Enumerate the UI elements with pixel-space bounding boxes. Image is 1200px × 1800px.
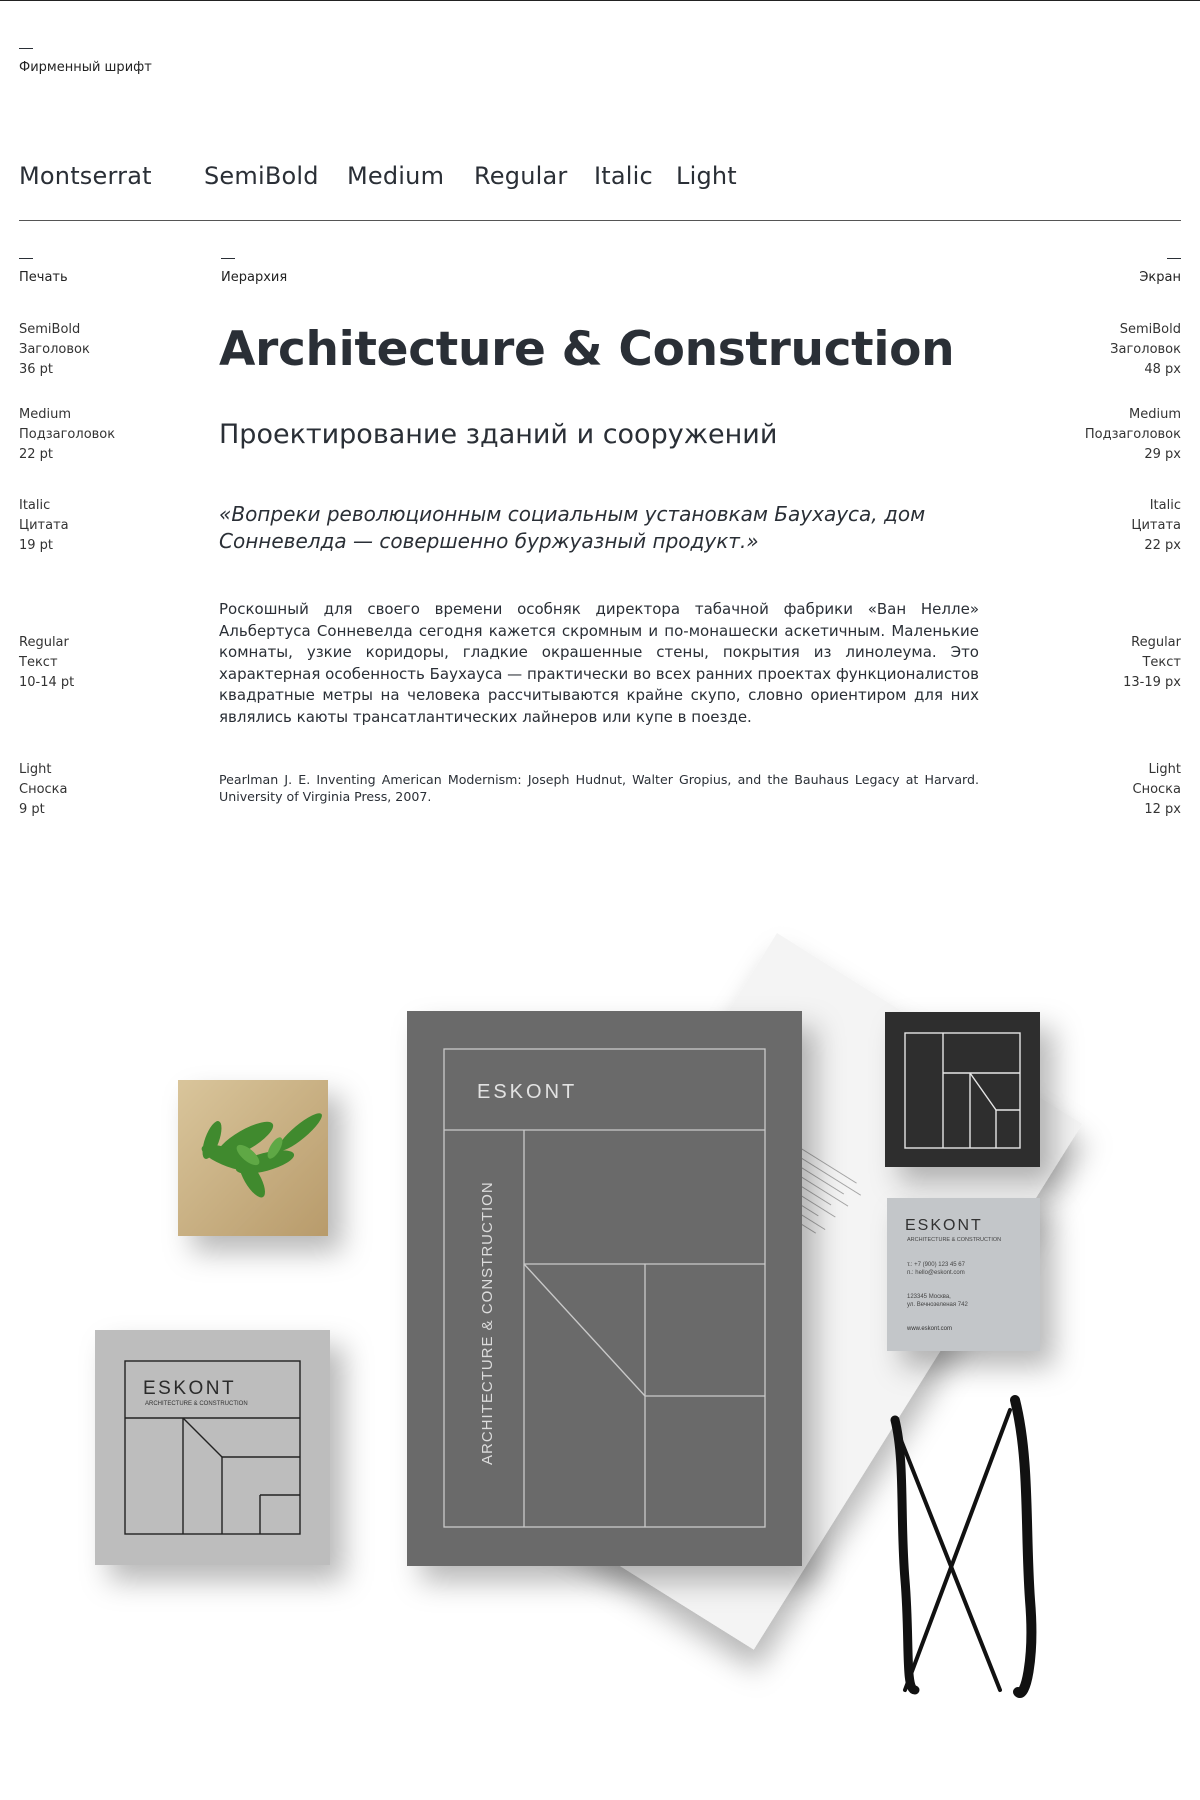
svg-text:т.: +7 (900) 123 45 67: т.: +7 (900) 123 45 67 xyxy=(907,1262,965,1268)
spec-size: 10-14 pt xyxy=(19,675,75,690)
font-family-name: Montserrat xyxy=(19,162,152,190)
column-print-label: Печать xyxy=(19,270,68,286)
print-spec-subheading xyxy=(19,405,115,465)
spec-size: 22 pt xyxy=(19,447,54,462)
business-card xyxy=(887,1198,1040,1351)
stationery-mockup xyxy=(0,900,1200,1800)
spec-weight: Regular xyxy=(19,635,69,650)
print-spec-quote xyxy=(19,496,69,556)
column-screen xyxy=(1139,258,1181,285)
column-print xyxy=(19,258,68,285)
font-style-italic: Italic xyxy=(594,162,653,190)
column-hierarchy xyxy=(221,258,287,285)
folder xyxy=(407,1011,802,1566)
spec-size: 19 pt xyxy=(19,538,54,553)
screen-spec-text xyxy=(1123,633,1181,693)
spec-size: 22 px xyxy=(1144,538,1181,553)
section-label: Фирменный шрифт xyxy=(19,60,152,76)
spec-weight: Medium xyxy=(19,407,71,422)
svg-text:ESKONT: ESKONT xyxy=(143,1378,237,1399)
spec-role: Подзаголовок xyxy=(1084,427,1181,442)
font-style-light: Light xyxy=(676,162,737,190)
svg-text:123345 Москва,: 123345 Москва, xyxy=(907,1294,951,1300)
screen-spec-heading xyxy=(1110,320,1181,380)
spec-role: Сноска xyxy=(1132,782,1181,797)
plant-block xyxy=(178,1080,328,1236)
print-spec-text xyxy=(19,633,74,693)
spec-size: 29 px xyxy=(1144,447,1181,462)
font-style-semibold: SemiBold xyxy=(204,162,319,190)
divider xyxy=(19,220,1181,221)
spec-role: Текст xyxy=(1142,655,1181,670)
spec-weight: Light xyxy=(19,762,52,777)
dash-mark xyxy=(19,258,33,259)
font-styles-row xyxy=(19,162,1181,202)
dash-mark xyxy=(1167,258,1181,259)
spec-weight: Medium xyxy=(1129,407,1181,422)
spec-role: Сноска xyxy=(19,782,68,797)
top-border xyxy=(0,0,1200,1)
svg-text:ул. Вечнозеленая 742: ул. Вечнозеленая 742 xyxy=(907,1302,968,1308)
sample-body-text: Роскошный для своего времени особняк директора табачной фабрики «Ван Нелле» Альбертуса Сонневелда сегодня кажется скромным и по-монашески аскетичным. Маленькие комнаты, узкие коридоры, гладкие окрашенные стены, покрытия из линолеума. Это характерная особенность Баухауса — практически во всех ранних проектах функционалистов квадратные метры на человека рассчитываются крайне скупо, словно ориентиром для них являлись каюты трансатлантических лайнеров или купе в поезде. xyxy=(219,600,979,726)
svg-text:ESKONT: ESKONT xyxy=(477,1081,578,1103)
spec-size: 12 px xyxy=(1144,802,1181,817)
dash-mark xyxy=(221,258,235,259)
screen-spec-quote xyxy=(1131,496,1181,556)
screen-spec-footnote xyxy=(1133,760,1182,820)
glasses xyxy=(895,1400,1031,1693)
spec-weight: Light xyxy=(1148,762,1181,777)
screen-spec-subheading xyxy=(1085,405,1181,465)
spec-role: Заголовок xyxy=(1110,342,1181,357)
svg-text:ESKONT: ESKONT xyxy=(905,1217,983,1234)
print-spec-heading xyxy=(19,320,90,380)
sample-heading: Architecture & Construction xyxy=(219,322,955,377)
svg-text:ARCHITECTURE & CONSTRUCTION: ARCHITECTURE & CONSTRUCTION xyxy=(145,1401,248,1407)
spec-role: Подзаголовок xyxy=(19,427,116,442)
spec-size: 36 pt xyxy=(19,362,54,377)
spec-size: 13-19 px xyxy=(1123,675,1181,690)
spec-size: 48 px xyxy=(1144,362,1181,377)
spec-role: Текст xyxy=(19,655,58,670)
font-style-medium: Medium xyxy=(347,162,445,190)
box xyxy=(95,1330,330,1565)
column-screen-label: Экран xyxy=(1139,270,1181,286)
svg-text:ARCHITECTURE & CONSTRUCTION: ARCHITECTURE & CONSTRUCTION xyxy=(907,1237,1002,1243)
section-header xyxy=(19,48,152,75)
spec-weight: Italic xyxy=(19,498,51,513)
column-hierarchy-label: Иерархия xyxy=(221,270,288,286)
spec-weight: SemiBold xyxy=(19,322,81,337)
spec-role: Цитата xyxy=(1131,518,1181,533)
dash-mark xyxy=(19,48,33,49)
font-style-regular: Regular xyxy=(474,162,568,190)
svg-text:www.eskont.com: www.eskont.com xyxy=(907,1326,953,1332)
sample-footnote: Pearlman J. E. Inventing American Modernism: Joseph Hudnut, Walter Gropius, and the Bauhaus Legacy at Harvard. University of Virginia Press, 2007. xyxy=(219,772,979,804)
svg-text:ARCHITECTURE & CONSTRUCTION: ARCHITECTURE & CONSTRUCTION xyxy=(479,1181,496,1465)
spec-weight: SemiBold xyxy=(1119,322,1181,337)
print-spec-footnote xyxy=(19,760,68,820)
spec-role: Заголовок xyxy=(19,342,90,357)
spec-role: Цитата xyxy=(19,518,69,533)
svg-text:п.: hello@eskont.com: п.: hello@eskont.com xyxy=(907,1270,965,1276)
spec-size: 9 pt xyxy=(19,802,45,817)
black-card xyxy=(885,1012,1040,1167)
sample-subheading: Проектирование зданий и сооружений xyxy=(219,419,778,450)
spec-weight: Italic xyxy=(1149,498,1181,513)
spec-weight: Regular xyxy=(1131,635,1181,650)
sample-quote: «Вопреки революционным социальным установкам Баухауса, дом Сонневелда — совершенно буржуазный продукт.» xyxy=(219,502,926,553)
